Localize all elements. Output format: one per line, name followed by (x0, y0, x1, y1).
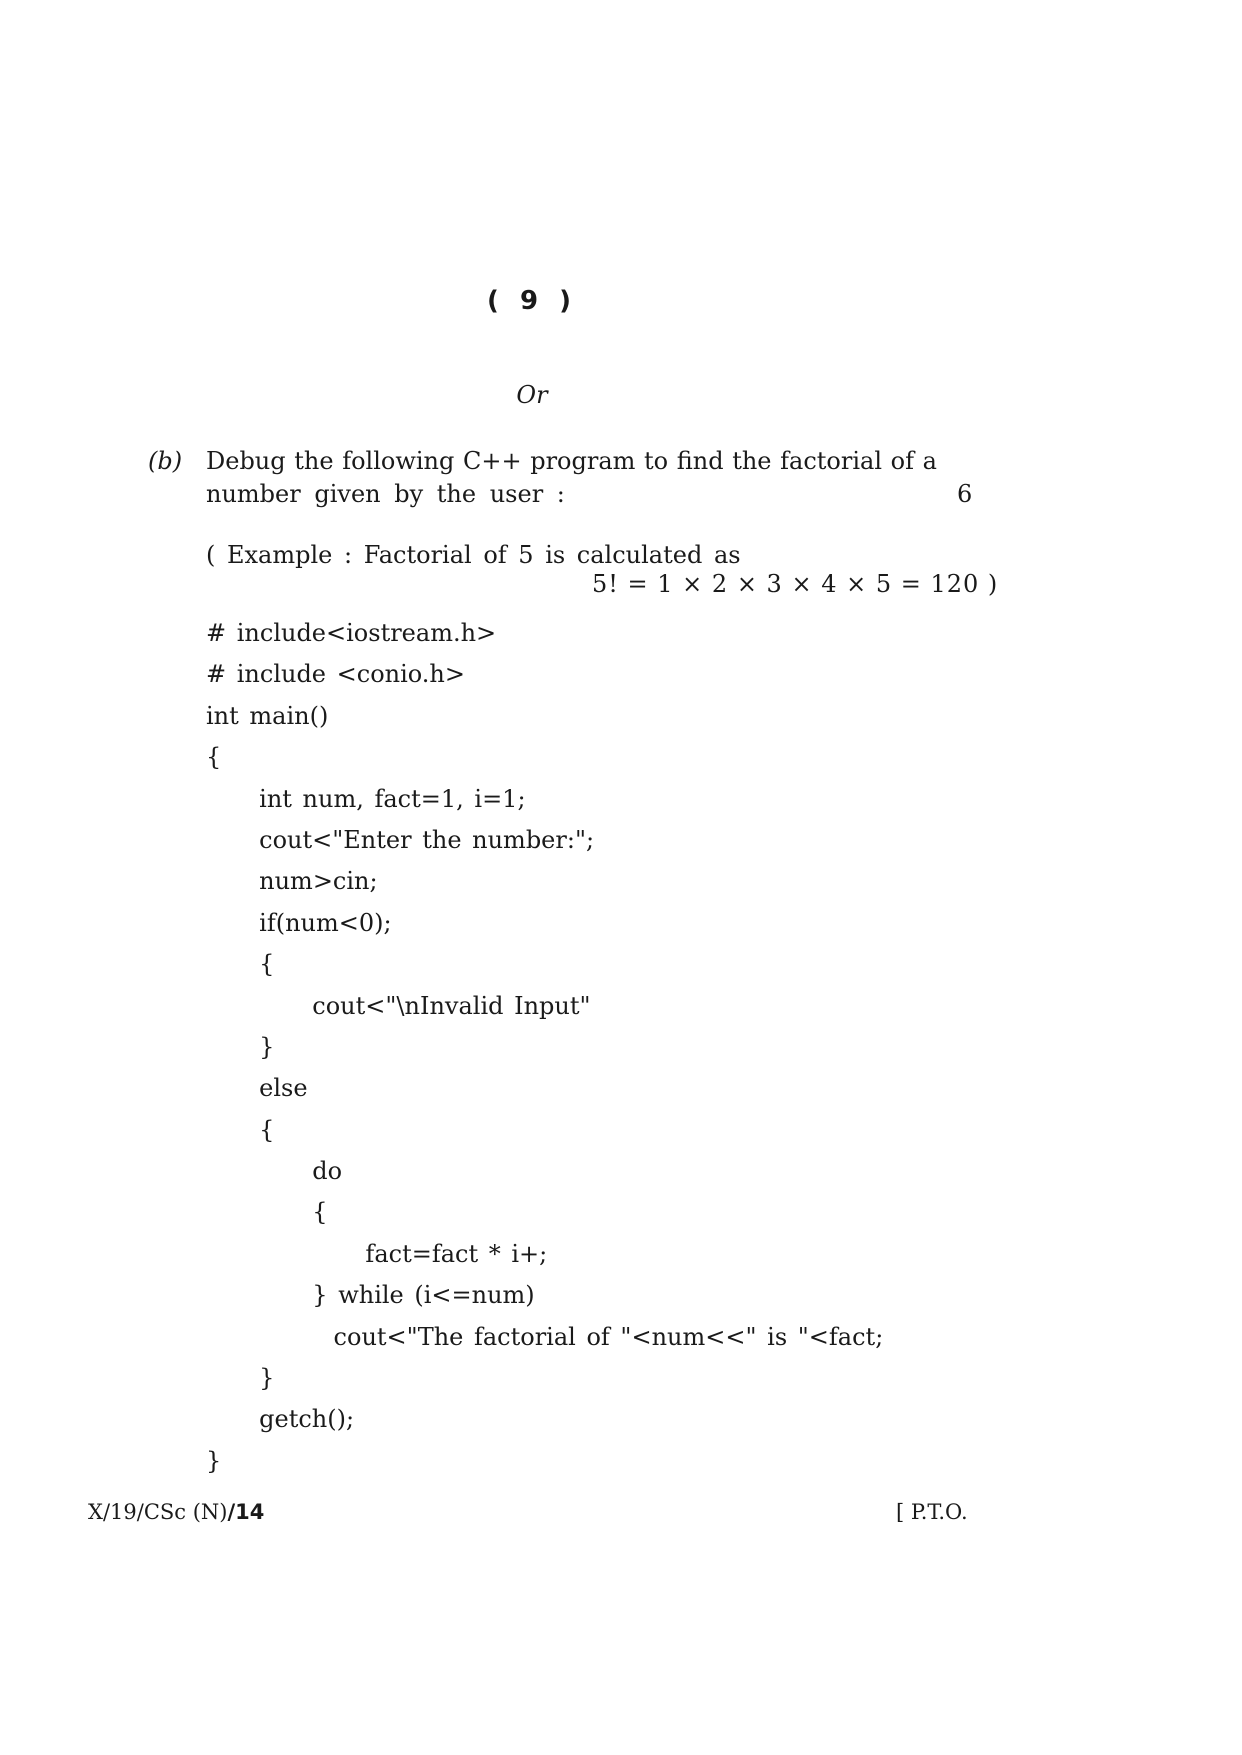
code-line: do (206, 1157, 343, 1186)
code-line: } (206, 1032, 275, 1061)
code-line: cout<"Enter the number:"; (206, 825, 595, 854)
code-line: { (206, 950, 275, 979)
question-marks: 6 (957, 480, 973, 508)
code-line: if(num<0); (206, 908, 392, 937)
paper-code-suffix: /14 (227, 1500, 265, 1524)
paper-code-prefix: X/19/CSc (N) (88, 1500, 228, 1524)
code-line: cout<"The factorial of "<num<<" is "<fact; (206, 1322, 884, 1351)
paper-code (88, 1500, 264, 1524)
code-line: int main() (206, 701, 329, 730)
example-line1: ( Example : Factorial of 5 is calculated as (206, 541, 741, 569)
code-block (206, 613, 883, 1482)
example-line2: 5! = 1 × 2 × 3 × 4 × 5 = 120 ) (592, 570, 999, 598)
code-line: else (206, 1074, 308, 1103)
question-text-line2: number given by the user : (206, 480, 565, 508)
pto-label: [ P.T.O. (896, 1500, 968, 1524)
code-line: # include<iostream.h> (206, 619, 497, 647)
code-line: cout<"\nInvalid Input" (206, 991, 591, 1020)
code-line: num>cin; (206, 867, 378, 896)
code-line: } (206, 1446, 222, 1475)
question-label: (b) (148, 447, 183, 475)
page-number: ( 9 ) (487, 286, 577, 316)
code-line: fact=fact * i+; (206, 1239, 548, 1268)
code-line: { (206, 1198, 328, 1227)
code-line: } while (i<=num) (206, 1281, 535, 1310)
code-line: int num, fact=1, i=1; (206, 784, 526, 813)
code-line: { (206, 1115, 275, 1144)
or-label: Or (516, 381, 548, 409)
code-line: { (206, 743, 222, 772)
code-line: } (206, 1364, 275, 1393)
code-line: # include <conio.h> (206, 660, 465, 689)
question-text-line1: Debug the following C++ program to find the factorial of a (206, 447, 937, 475)
code-line: getch(); (206, 1405, 355, 1434)
